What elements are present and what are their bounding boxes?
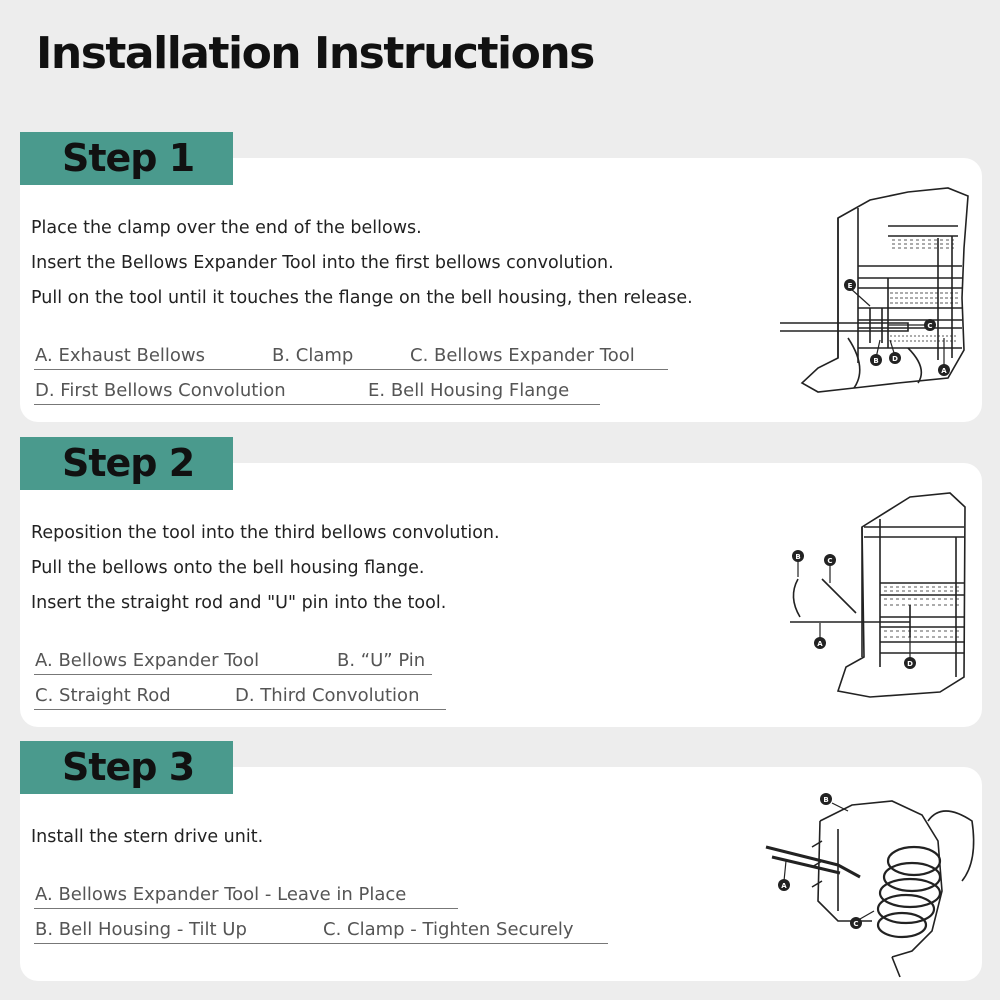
legend-item: C. Clamp - Tighten Securely — [323, 919, 574, 940]
svg-text:C: C — [827, 557, 833, 565]
step-1-instructions — [31, 211, 693, 316]
legend-item: E. Bell Housing Flange — [368, 380, 570, 401]
svg-text:A: A — [817, 640, 823, 648]
step-2-tab: Step 2 — [20, 437, 233, 490]
legend-item: B. “U” Pin — [337, 650, 426, 671]
step-2-card — [20, 463, 982, 727]
legend-underline — [34, 943, 608, 944]
legend-item: A. Bellows Expander Tool - Leave in Place — [35, 884, 407, 905]
instruction-line: Reposition the tool into the third bellows convolution. — [31, 523, 500, 543]
legend-item: C. Straight Rod — [35, 685, 171, 706]
svg-text:E: E — [847, 282, 853, 290]
step-2-instructions — [31, 516, 500, 621]
instruction-line: Pull on the tool until it touches the flange on the bell housing, then release. — [31, 288, 693, 308]
svg-text:B: B — [823, 796, 829, 804]
svg-text:C: C — [927, 322, 933, 330]
instruction-line: Place the clamp over the end of the bellows. — [31, 218, 422, 238]
svg-text:A: A — [781, 882, 787, 890]
step-3-tab: Step 3 — [20, 741, 233, 794]
svg-text:B: B — [873, 357, 879, 365]
svg-text:D: D — [907, 660, 913, 668]
legend-item: B. Bell Housing - Tilt Up — [35, 919, 247, 940]
svg-text:D: D — [892, 355, 898, 363]
step-1-card — [20, 158, 982, 422]
instruction-line: Pull the bellows onto the bell housing flange. — [31, 558, 425, 578]
legend-item: A. Exhaust Bellows — [35, 345, 206, 366]
bellows-diagram-step2 — [760, 487, 982, 703]
legend-underline — [34, 404, 600, 405]
instruction-line: Install the stern drive unit. — [31, 827, 264, 847]
svg-text:A: A — [941, 367, 947, 375]
step-1-tab: Step 1 — [20, 132, 233, 185]
legend-item: C. Bellows Expander Tool — [410, 345, 635, 366]
instruction-line: Insert the straight rod and "U" pin into the tool. — [31, 593, 447, 613]
step-3-card — [20, 767, 982, 981]
page-title: Installation Instructions — [36, 28, 594, 79]
stern-drive-diagram-step3 — [742, 781, 982, 981]
legend-underline — [34, 369, 668, 370]
step-3-instructions — [31, 820, 263, 855]
legend-item: D. Third Convolution — [235, 685, 420, 706]
legend-underline — [34, 908, 458, 909]
instruction-line: Insert the Bellows Expander Tool into the first bellows convolution. — [31, 253, 614, 273]
legend-underline — [34, 674, 432, 675]
svg-text:C: C — [853, 920, 859, 928]
legend-underline — [34, 709, 446, 710]
legend-item: B. Clamp — [272, 345, 354, 366]
bellows-diagram-step1 — [758, 178, 980, 398]
svg-text:B: B — [795, 553, 801, 561]
legend-item: D. First Bellows Convolution — [35, 380, 286, 401]
legend-item: A. Bellows Expander Tool — [35, 650, 260, 671]
